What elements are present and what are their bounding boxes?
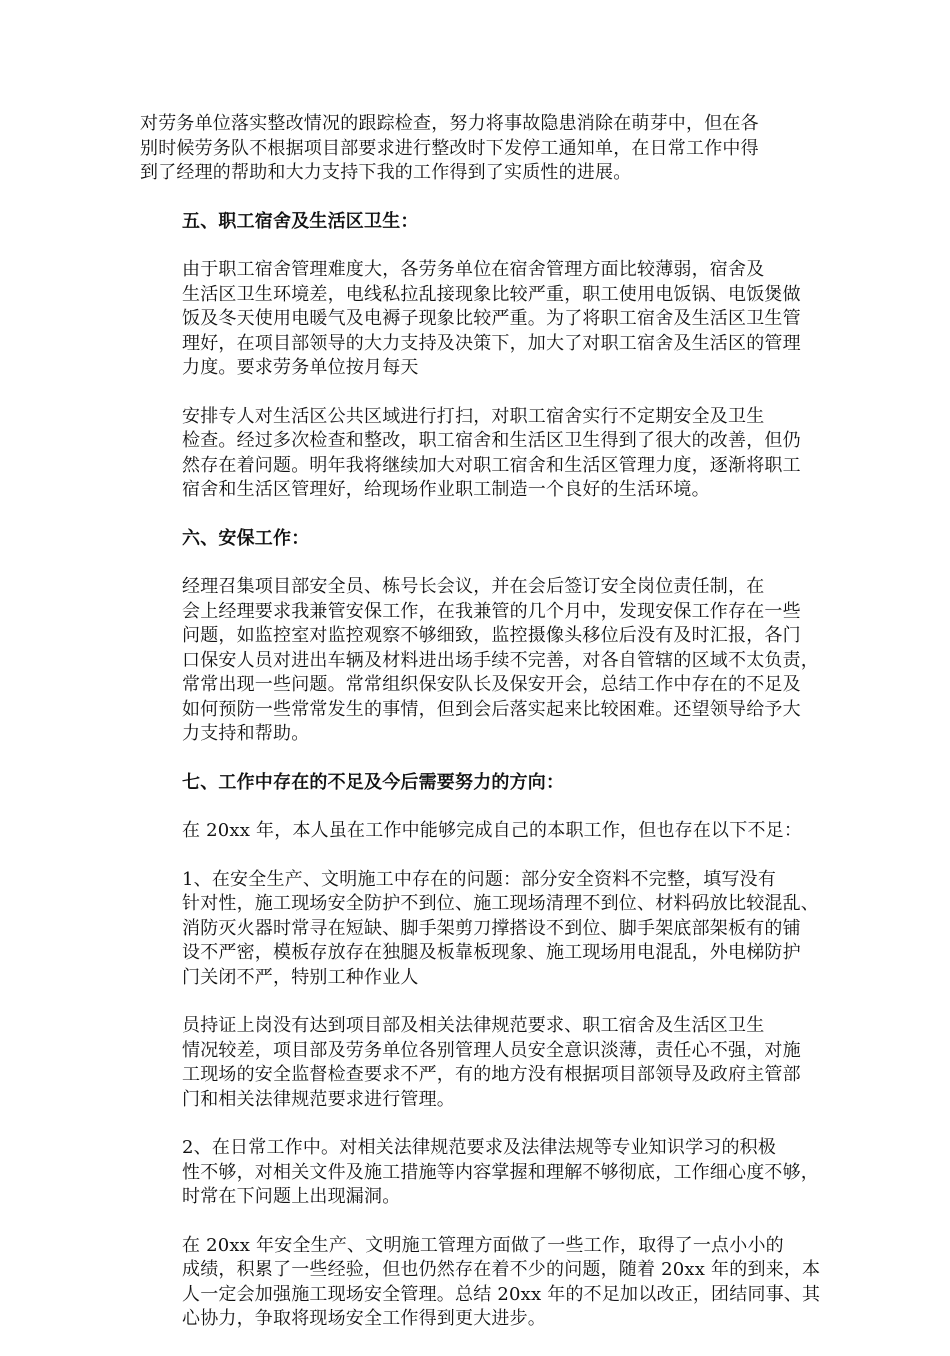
paragraph: [140, 868, 819, 991]
paragraph: [140, 258, 812, 381]
text-line: 五、职工宿舍及生活区卫生：: [182, 210, 419, 232]
text-line: 针对性，施工现场安全防护不到位、施工现场清理不到位、材料码放比较混乱、: [182, 893, 819, 914]
section-heading: [140, 210, 812, 235]
text-line: 成绩，积累了一些经验，但也仍然存在着不少的问题，随着 20xx 年的到来，本: [182, 1259, 821, 1280]
text-line: 饭及冬天使用电暖气及电褥子现象比较严重。为了将职工宿舍及生活区卫生管: [182, 308, 801, 329]
paragraph: [140, 1014, 812, 1112]
text-line: 理好，在项目部领导的大力支持及决策下，加大了对职工宿舍及生活区的管理: [182, 332, 801, 354]
text-line: 性不够，对相关文件及施工措施等内容掌握和理解不够彻底，工作细心度不够，: [182, 1161, 819, 1183]
paragraph: [140, 405, 812, 503]
text-line: 六、安保工作：: [182, 527, 310, 549]
text-line: 情况较差，项目部及劳务单位各别管理人员安全意识淡薄，责任心不强，对施: [182, 1039, 801, 1061]
text-line: 力度。要求劳务单位按月每天: [182, 357, 419, 378]
text-line: 时常在下问题上出现漏洞。: [182, 1186, 401, 1207]
text-line: 在 20xx 年，本人虽在工作中能够完成自己的本职工作，但也存在以下不足：: [182, 820, 803, 841]
text-line: 人一定会加强施工现场安全管理。总结 20xx 年的不足加以改正，团结同事、其: [182, 1283, 821, 1305]
text-line: 别时候劳务队不根据项目部要求进行整改时下发停工通知单，在日常工作中得: [140, 137, 759, 159]
text-line: 检查。经过多次检查和整改，职工宿舍和生活区卫生得到了很大的改善，但仍: [182, 430, 801, 451]
text-line: 到了经理的帮助和大力支持下我的工作得到了实质性的进展。: [140, 162, 632, 183]
paragraph: [140, 819, 812, 844]
text-line: 会上经理要求我兼管安保工作，在我兼管的几个月中，发现安保工作存在一些: [182, 600, 801, 622]
text-line: 如何预防一些常常发生的事情，但到会后落实起来比较困难。还望领导给予大: [182, 698, 801, 720]
text-line: 门和相关法律规范要求进行管理。: [182, 1088, 455, 1110]
text-line: 1、在安全生产、文明施工中存在的问题：部分安全资料不完整，填写没有: [182, 868, 777, 890]
text-line: 门关闭不严，特别工种作业人: [182, 966, 419, 988]
text-line: 生活区卫生环境差，电线私拉乱接现象比较严重，职工使用电饭锅、电饭煲做: [182, 283, 801, 305]
text-line: 对劳务单位落实整改情况的跟踪检查，努力将事故隐患消除在萌芽中，但在各: [140, 113, 759, 134]
text-line: 由于职工宿舍管理难度大，各劳务单位在宿舍管理方面比较薄弱，宿舍及: [182, 259, 765, 280]
paragraph: [140, 112, 812, 186]
text-line: 安排专人对生活区公共区域进行打扫，对职工宿舍实行不定期安全及卫生: [182, 405, 765, 427]
text-line: 口保安人员对进出车辆及材料进出场手续不完善，对各自管辖的区域不太负责，: [182, 649, 819, 671]
text-line: 然存在着问题。明年我将继续加大对职工宿舍和生活区管理力度，逐渐将职工: [182, 454, 801, 476]
text-line: 常常出现一些问题。常常组织保安队长及保安开会，总结工作中存在的不足及: [182, 674, 801, 695]
text-line: 员持证上岗没有达到项目部及相关法律规范要求、职工宿舍及生活区卫生: [182, 1015, 765, 1036]
text-line: 七、工作中存在的不足及今后需要努力的方向：: [182, 771, 565, 793]
text-line: 2、在日常工作中。对相关法律规范要求及法律法规等专业知识学习的积极: [182, 1137, 777, 1158]
text-line: 工现场的安全监督检查要求不严，有的地方没有根据项目部领导及政府主管部: [182, 1064, 801, 1085]
text-line: 经理召集项目部安全员、栋号长会议，并在会后签订安全岗位责任制，在: [182, 576, 765, 597]
document-body: [140, 112, 821, 1356]
section-heading: [140, 527, 812, 552]
text-line: 设不严密，模板存放存在独腿及板靠板现象、施工现场用电混乱，外电梯防护: [182, 942, 801, 963]
text-line: 宿舍和生活区管理好，给现场作业职工制造一个良好的生活环境。: [182, 479, 710, 500]
text-line: 心协力，争取将现场安全工作得到更大进步。: [182, 1308, 546, 1329]
section-heading: [140, 771, 812, 796]
paragraph: [140, 575, 819, 747]
text-line: 消防灭火器时常寻在短缺、脚手架剪刀撑搭设不到位、脚手架底部架板有的铺: [182, 917, 801, 939]
paragraph: [140, 1234, 821, 1332]
text-line: 在 20xx 年安全生产、文明施工管理方面做了一些工作，取得了一点小小的: [182, 1234, 784, 1256]
text-line: 问题，如监控室对监控观察不够细致，监控摄像头移位后没有及时汇报，各门: [182, 625, 801, 646]
text-line: 力支持和帮助。: [182, 723, 310, 744]
paragraph: [140, 1136, 819, 1210]
